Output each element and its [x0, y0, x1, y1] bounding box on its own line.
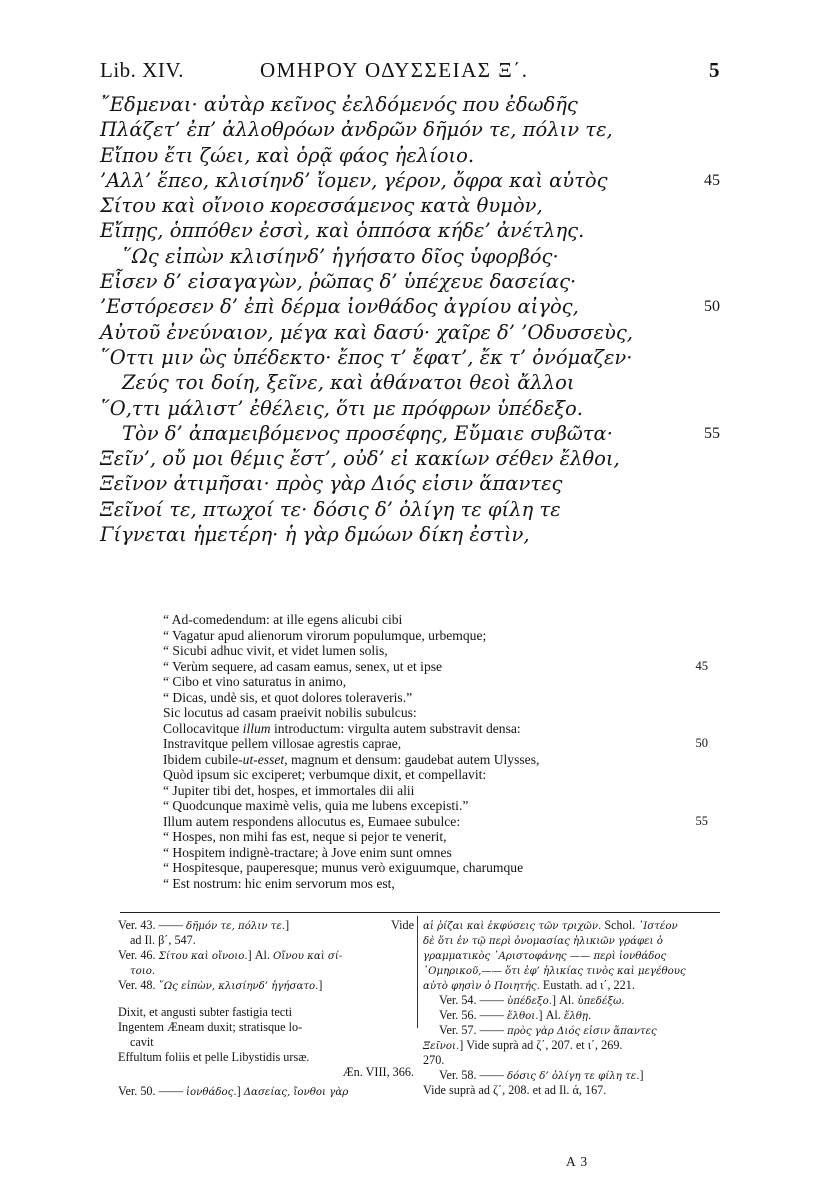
- footnote-line: [118, 1035, 414, 1050]
- footnote-line: [423, 1083, 719, 1098]
- verse-text: Sic locutus ad casam praeivit nobilis subulcus:: [163, 705, 417, 720]
- footnote-text: [423, 918, 678, 934]
- footnote-line: [423, 933, 719, 948]
- footnote-latin: ]: [318, 978, 323, 992]
- latin-verse-line: [163, 845, 708, 861]
- verse-text: [163, 721, 521, 737]
- footnote-greek: ἔλθοι.: [507, 1011, 539, 1022]
- verse-text: Γίγνεται ἡμετέρη· ἡ γὰρ δμώων δίκη ἐστὶν,: [100, 523, 530, 547]
- latin-translation-block: [163, 612, 708, 891]
- footnote-text: [439, 1008, 591, 1024]
- latin-verse-line: [163, 643, 708, 659]
- footnote-line: [118, 933, 414, 948]
- footnote-latin: ]: [639, 1068, 644, 1082]
- work-title: ΟΜΗΡΟΥ ΟΔΥΣΣΕΙΑΣ Ξ΄.: [260, 58, 529, 82]
- footnote-greek: ἰονθάδος.: [186, 1087, 237, 1098]
- footnote-greek: ᾽Ιστέον: [638, 921, 678, 932]
- latin-verse-line: [163, 876, 708, 892]
- footnote-text: [130, 963, 155, 979]
- footnote-line: [423, 948, 719, 963]
- footnote-greek: δόσις δ’ ὀλίγη τε φίλη τε.: [507, 1071, 640, 1082]
- footnote-line: [118, 1020, 414, 1035]
- greek-verse-line: [100, 269, 720, 294]
- verse-text: [163, 752, 539, 768]
- footnote-greek: αἱ ῥίζαι καὶ ἐκφύσεις τῶν τριχῶν.: [423, 921, 602, 932]
- footnote-greek: ὑπέδεξο.: [507, 996, 552, 1007]
- footnotes-right-column: [423, 918, 719, 1098]
- latin-verse-line: [163, 628, 708, 644]
- greek-verse-line: [100, 396, 720, 421]
- footnote-latin: Ver. 56. ——: [439, 1008, 508, 1022]
- verse-text: “ Cibo et vino saturatus in animo,: [163, 674, 347, 689]
- line-number: 55: [704, 424, 720, 442]
- greek-verse-line: [100, 193, 720, 218]
- verse-text: Πλάζετ’ ἐπ’ ἀλλοθρόων ἀνδρῶν δῆμόν τε, πόλιν τε,: [100, 118, 613, 142]
- greek-verse-line: [100, 168, 720, 193]
- footnote-text: [118, 1005, 292, 1020]
- footnote-line: [423, 1053, 719, 1068]
- verse-text: “ Hospitesque, pauperesque; munus verò exiguumque, charumque: [163, 860, 524, 875]
- line-number: 50: [695, 736, 708, 750]
- footnote-latin: ]: [285, 918, 290, 932]
- line-number: 55: [695, 813, 708, 828]
- verse-text-part: , magnum et densum: gaudebat autem Ulysses,: [284, 751, 540, 767]
- greek-verse-line: [100, 92, 720, 117]
- footnote-latin: cavit: [130, 1035, 154, 1049]
- verse-text: “ Est nostrum: hic enim servorum mos est,: [163, 875, 395, 891]
- footnote-line: [423, 978, 719, 993]
- footnote-text: [423, 1053, 444, 1068]
- greek-verse-line: [100, 522, 720, 547]
- footnote-greek: ἔλθῃ.: [563, 1011, 592, 1022]
- footnote-greek: Ξεῖνοι.: [423, 1041, 460, 1052]
- verse-text: Τὸν δ’ ἀπαμειβόμενος προσέφης, Εὔμαιε συβῶτα·: [122, 421, 613, 445]
- verse-text-part: Collocavitque: [163, 720, 243, 736]
- footnote-text: [423, 978, 635, 994]
- verse-text: “ Dicas, undè sis, et quot dolores toleraveris.”: [163, 689, 413, 705]
- greek-verse-line: [100, 117, 720, 142]
- footnote-latin: Effultum foliis et pelle Libystidis ursæ.: [118, 1050, 310, 1064]
- verse-text: “ Hospitem indignè-tractare; à Jove enim sunt omnes: [163, 844, 452, 860]
- verse-text: “ Quodcunque maximè velis, quia me lubens excepisti.”: [163, 798, 469, 813]
- footnote-text: [118, 1050, 309, 1065]
- verse-text: Illum autem respondens allocutus es, Eumaee subulce:: [163, 813, 461, 829]
- latin-verse-line: [163, 690, 708, 706]
- footnote-ref: Vide: [391, 918, 414, 932]
- verse-italic-word: ut-esset: [242, 751, 285, 767]
- footnote-latin: Ver. 57. ——: [439, 1023, 508, 1037]
- greek-verse-line: [100, 370, 720, 395]
- footnote-latin: ] Al.: [538, 1008, 564, 1022]
- footnote-line: [118, 963, 414, 978]
- footnote-greek: Σίτου καὶ οἴνοιο.: [158, 951, 248, 962]
- latin-verse-line: [163, 860, 708, 876]
- footnote-greek: δῆμόν τε, πόλιν τε.: [186, 921, 286, 932]
- footnote-column-divider: [417, 916, 418, 1028]
- greek-verse-line: [100, 143, 720, 168]
- footnote-text: [130, 1035, 154, 1050]
- verse-text: ῎Εδμεναι· αὐτὰρ κεῖνος ἐελδόμενός που ἐδωδῆς: [100, 93, 578, 116]
- verse-text: ῞Οττι μιν ὣς ὑπέδεκτο· ἔπος τ’ ἔφατ’, ἔκ τ’ ὀνόμαζεν·: [100, 345, 633, 369]
- verse-text: Quòd ipsum sic exciperet; verbumque dixit, et compellavit:: [163, 767, 487, 782]
- footnote-greek: δὲ ὅτι ἐν τῷ περὶ ὀνομασίας ἡλικιῶν γράφει ὁ: [423, 936, 663, 947]
- latin-verse-line: [163, 736, 708, 752]
- footnote-line: [118, 1084, 414, 1099]
- footnote-greek: ὑπεδέξω.: [577, 996, 625, 1007]
- footnote-line: [423, 1068, 719, 1083]
- footnote-line: [423, 963, 719, 978]
- footnote-greek: Δασείας, ἴονθοι γὰρ: [243, 1087, 349, 1098]
- footnote-text: [118, 978, 322, 994]
- footnote-latin: ]: [236, 1084, 244, 1098]
- footnote-text: [423, 1038, 622, 1054]
- footnote-latin: 270.: [423, 1053, 445, 1067]
- verse-text: “ Sicubi adhuc vivit, et videt lumen solis,: [163, 643, 388, 658]
- footnote-line: [118, 1005, 414, 1020]
- greek-verse-line: [100, 320, 720, 345]
- footnote-text: [423, 1083, 606, 1098]
- verse-text: Ξεῖν’, οὔ μοι θέμις ἔστ’, οὐδ’ εἰ κακίων σέθεν ἔλθοι,: [100, 447, 620, 471]
- footnote-latin: Dixit, et angusti subter fastigia tecti: [118, 1005, 292, 1019]
- footnote-line: [423, 918, 719, 933]
- footnote-greek: πρὸς γὰρ Διός εἰσιν ἅπαντες: [507, 1026, 657, 1037]
- latin-verse-line: [163, 705, 708, 721]
- footnote-latin: Ver. 50. ——: [118, 1084, 187, 1098]
- footnote-text: [439, 993, 625, 1009]
- verse-text: Ζεύς τοι δοίη, ξεῖνε, καὶ ἀθάνατοι θεοὶ ἄλλοι: [122, 371, 575, 395]
- greek-verse-line: [100, 471, 720, 496]
- verse-text: Εἷσεν δ’ εἰσαγαγὼν, ῥῶπας δ’ ὑπέχευε δασείας·: [100, 270, 577, 294]
- footnote-line: [118, 978, 414, 993]
- verse-text: “ Vagatur apud alienorum virorum populumque, urbemque;: [163, 627, 487, 643]
- verse-text: ’Εστόρεσεν δ’ ἐπὶ δέρμα ἰονθάδος ἀγρίου αἰγὸς,: [100, 295, 579, 319]
- footnote-text: [423, 948, 666, 964]
- greek-verse-line: [100, 345, 720, 370]
- footnote-latin: Ver. 48.: [118, 978, 159, 992]
- footnote-text: [423, 933, 663, 949]
- verse-text: Ξεῖνον ἀτιμῆσαι· πρὸς γὰρ Διός εἰσιν ἅπαντες: [100, 472, 563, 496]
- footnote-latin: Æn. VIII, 366.: [342, 1065, 414, 1079]
- verse-italic-word: illum: [242, 720, 271, 736]
- footnote-greek: ᾽Ομηρικοῦ,—— ὅτι ἐφ’ ἡλικίας τινὸς καὶ μεγέθους: [423, 966, 686, 977]
- footnote-line: [118, 948, 414, 963]
- verse-text: Εἴπῃς, ὁππόθεν ἐσσὶ, καὶ ὁππόσα κήδε’ ἀνέτλης.: [100, 219, 585, 243]
- footnote-latin: Ingentem Æneam duxit; stratisque lo-: [118, 1020, 303, 1034]
- footnote-latin: Eustath. ad ι΄, 221.: [539, 978, 635, 992]
- footnote-greek: γραμματικὸς ᾽Αριστοφάνης —— περὶ ἰονθάδος: [423, 951, 667, 962]
- footnote-line: [423, 1023, 719, 1038]
- book-number: Lib. XIV.: [100, 58, 185, 82]
- greek-verse-line: [100, 244, 720, 269]
- latin-verse-line: [163, 798, 708, 814]
- footnote-latin: Ver. 58. ——: [439, 1068, 508, 1082]
- footnote-greek: τοιο.: [130, 966, 156, 977]
- latin-verse-line: [163, 612, 708, 628]
- running-head: [100, 58, 720, 88]
- latin-verse-line: [163, 721, 708, 737]
- verse-text-part: introductum: virgulta autem substravit densa:: [270, 720, 521, 736]
- footnote-text: [118, 1084, 348, 1100]
- footnote-text: [118, 948, 342, 964]
- footnote-greek: ῞Ως εἰπὼν, κλισίηνδ’ ἡγήσατο.: [158, 981, 319, 992]
- footnote-text: [118, 1020, 302, 1035]
- verse-text: Σίτου καὶ οἴνοιο κορεσσάμενος κατὰ θυμὸν,: [100, 194, 543, 218]
- footnote-greek: αὐτὸ φησὶν ὁ Ποιητής.: [423, 981, 540, 992]
- line-number: 50: [704, 298, 720, 316]
- greek-verse-line: [100, 497, 720, 522]
- verse-text: Αὐτοῦ ἐνεύναιον, μέγα καὶ δασύ· χαῖρε δ’ ’Οδυσσεὺς,: [100, 320, 633, 344]
- footnote-line: [118, 918, 414, 933]
- footnote-text: [439, 1023, 657, 1039]
- greek-verse-line: [100, 294, 720, 319]
- verse-text: “ Jupiter tibi det, hospes, et immortales dii alii: [163, 782, 415, 798]
- verse-text: ῞Ο,ττι μάλιστ’ ἐθέλεις, ὅτι με πρόφρων ὑπέδεξο.: [100, 396, 583, 420]
- line-number: 45: [704, 171, 720, 189]
- signature-mark: A 3: [566, 1154, 589, 1169]
- footnote-latin: ] Al.: [247, 948, 274, 962]
- latin-verse-line: [163, 674, 708, 690]
- latin-verse-line: [163, 752, 708, 768]
- greek-text-block: [100, 92, 720, 547]
- footnote-greek: Οἴνου καὶ σί-: [273, 951, 343, 962]
- footnote-line: [423, 993, 719, 1008]
- footnote-latin: ] Al.: [552, 993, 578, 1007]
- footnote-line: [118, 1050, 414, 1065]
- latin-verse-line: [163, 829, 708, 845]
- footnote-divider: [120, 912, 720, 913]
- page-number: 5: [709, 58, 720, 82]
- verse-text: “ Ad-comedendum: at ille egens alicubi cibi: [163, 612, 403, 627]
- footnote-line: [423, 1008, 719, 1023]
- footnote-latin: Ver. 46.: [118, 948, 159, 962]
- footnote-text: [439, 1068, 644, 1084]
- footnote-text: [423, 963, 686, 979]
- greek-verse-line: [100, 421, 720, 446]
- greek-verse-line: [100, 446, 720, 471]
- footnote-line: [423, 1038, 719, 1053]
- greek-verse-line: [100, 218, 720, 243]
- footnote-text: [118, 918, 289, 934]
- footnote-latin: Schol.: [601, 918, 639, 932]
- verse-text: ῞Ως εἰπὼν κλισίηνδ’ ἡγήσατο δῖος ὑφορβός·: [122, 244, 559, 268]
- line-number: 45: [695, 658, 708, 673]
- footnote-text: [343, 1065, 414, 1080]
- verse-text: Εἴπου ἔτι ζώει, καὶ ὁρᾷ φάος ἠελίοιο.: [100, 143, 475, 167]
- footnote-latin: Ver. 43. ——: [118, 918, 187, 932]
- verse-text: “ Hospes, non mihi fas est, neque si pejor te venerit,: [163, 829, 447, 844]
- verse-text: Ξεῖνοί τε, πτωχοί τε· δόσις δ’ ὀλίγη τε φίλη τε: [100, 497, 561, 521]
- footnote-latin: ad Il. β΄, 547.: [130, 933, 196, 947]
- verse-text-part: Ibidem cubile-: [163, 751, 243, 767]
- verse-text: Instravitque pellem villosae agrestis caprae,: [163, 736, 402, 751]
- latin-verse-line: [163, 767, 708, 783]
- latin-verse-line: [163, 783, 708, 799]
- footnote-line: [118, 1065, 414, 1080]
- verse-text: “ Verùm sequere, ad casam eamus, senex, ut et ipse: [163, 658, 443, 674]
- latin-verse-line: [163, 659, 708, 675]
- footnote-latin: ] Vide suprà ad ζ΄, 207. et ι΄, 269.: [459, 1038, 623, 1052]
- footnotes-left-column: [118, 918, 414, 1099]
- footnote-latin: Ver. 54. ——: [439, 993, 508, 1007]
- footnote-text: [130, 933, 196, 948]
- latin-verse-line: [163, 814, 708, 830]
- verse-text: ’Αλλ’ ἕπεο, κλισίηνδ’ ἴομεν, γέρον, ὄφρα καὶ αὐτὸς: [100, 168, 608, 192]
- footnote-latin: Vide suprà ad ζ΄, 208. et ad Il. ά, 167.: [423, 1083, 607, 1097]
